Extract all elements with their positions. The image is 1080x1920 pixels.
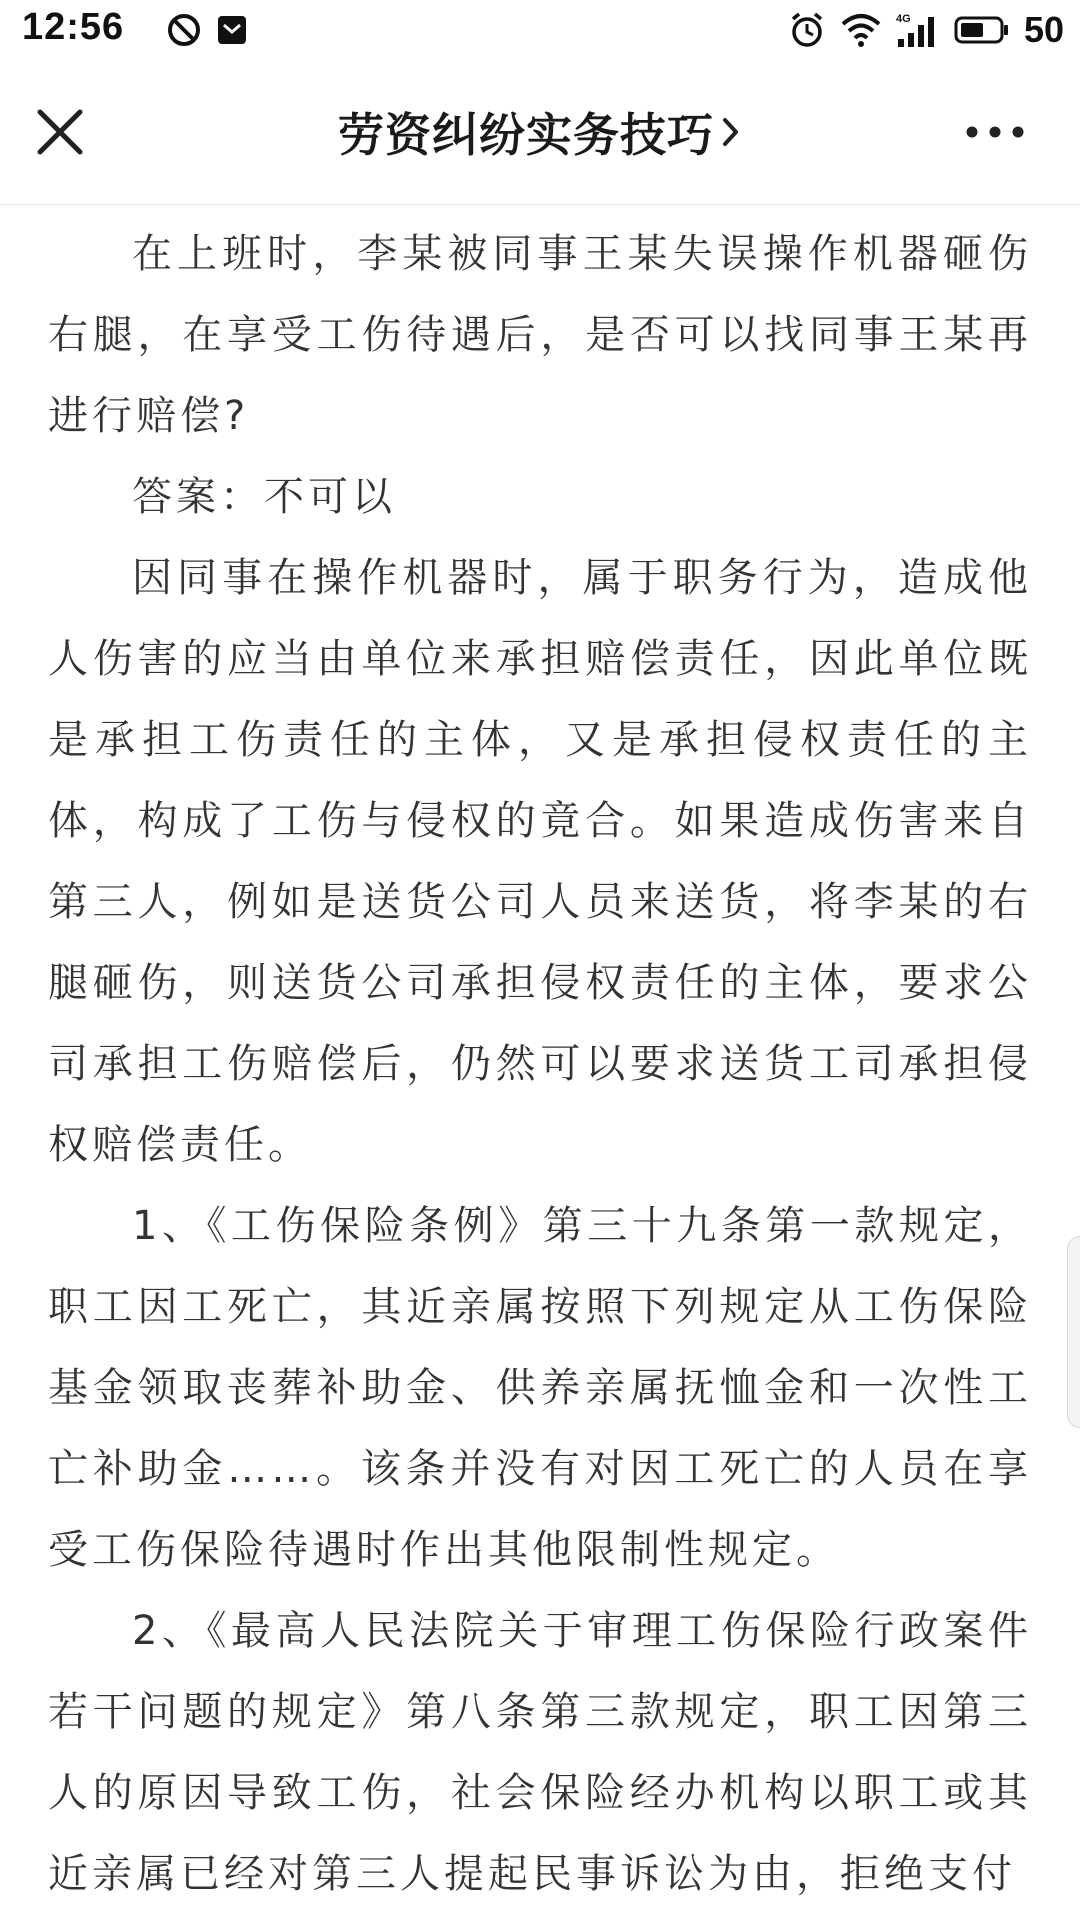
page-title: 劳资纠纷实务技巧 xyxy=(338,108,714,162)
close-icon xyxy=(30,102,90,162)
svg-text:4G: 4G xyxy=(895,13,911,25)
scroll-handle[interactable] xyxy=(1067,1236,1080,1428)
article-paragraph: 在上班时，李某被同事王某失误操作机器砸伤右腿，在享受工伤待遇后，是否可以找同事王某再进行赔偿? xyxy=(48,231,1032,439)
status-bar xyxy=(0,0,1080,60)
more-button[interactable] xyxy=(960,112,1030,152)
article-paragraph: 答案：不可以 xyxy=(132,474,396,520)
battery-icon xyxy=(954,15,1010,45)
alarm-icon xyxy=(788,11,826,49)
article-paragraph: 因同事在操作机器时，属于职务行为，造成他人伤害的应当由单位来承担赔偿责任，因此单位既是承担工伤责任的主体，又是承担侵权责任的主体，构成了工伤与侵权的竟合。如果造成伤害来自第三人，例如是送货公司人员来送货，将李某的右腿砸伤，则送货公司承担侵权责任的主体，要求公司承担工伤赔偿后，仍然可以要求送货工司承担侵权赔偿责任。 xyxy=(48,555,1032,1168)
more-icon xyxy=(960,112,1030,152)
battery-level: 50 xyxy=(1023,9,1064,50)
chevron-right-icon xyxy=(720,114,742,150)
status-left-icons xyxy=(166,10,248,50)
cellular-4g-icon xyxy=(896,11,940,49)
mail-icon xyxy=(216,14,248,46)
status-right-icons xyxy=(788,8,1064,52)
close-button[interactable] xyxy=(30,102,90,162)
article-paragraph: 2、《最高人民法院关于审理工伤保险行政案件若干问题的规定》第八条第三款规定，职工因第三人的原因导致工伤，社会保险经办机构以职工或其近亲属已经对第三人提起民事诉讼为由，拒绝支付 xyxy=(48,1608,1032,1897)
do-not-disturb-icon xyxy=(166,12,202,48)
article-paragraph: 1、《工伤保险条例》第三十九条第一款规定，职工因工死亡，其近亲属按照下列规定从工伤保险基金领取丧葬补助金、供养亲属抚恤金和一次性工亡补助金……。该条并没有对因工死亡的人员在享受工伤保险待遇时作出其他限制性规定。 xyxy=(48,1203,1032,1573)
account-title-link[interactable] xyxy=(200,100,880,164)
nav-bar xyxy=(0,60,1080,205)
status-time: 12:56 xyxy=(22,6,125,48)
article-body xyxy=(48,214,1032,1915)
wifi-icon xyxy=(840,12,882,48)
